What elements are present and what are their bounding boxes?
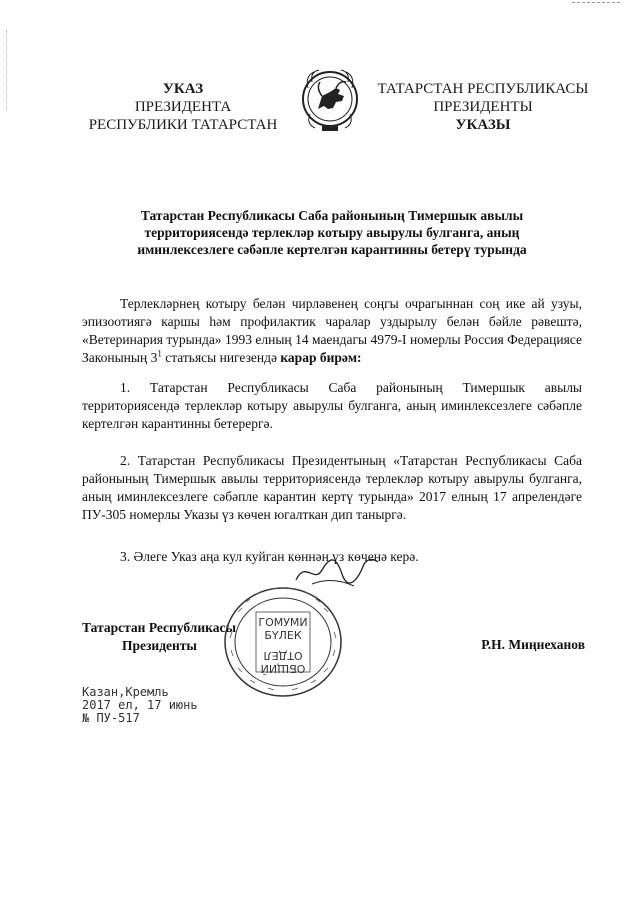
header-left-line-2: ПРЕЗИДЕНТА	[134, 99, 232, 115]
decree-footer	[82, 686, 198, 725]
header-left	[78, 80, 288, 134]
paragraph-preamble	[82, 295, 582, 367]
signatory-title-line-1: Татарстан Республикасы	[82, 620, 237, 635]
stamp-line-2: БҮЛЕК	[264, 629, 302, 642]
paragraph-item-1: 1. Татарстан Республикасы Саба районының Тимершык авылы территориясендә терлекләр котыру авырулы булганга, аның иминлексезлеге сәбәпле кертелгән карантинны бетерергә.	[82, 380, 582, 431]
stamp-line-4: ОБЩИЙ	[260, 662, 306, 675]
header-left-line-1: УКАЗ	[162, 81, 204, 97]
stamp-line-1: ГОМУМИ	[258, 616, 308, 629]
header-right-line-1: ТАТАРСТАН РЕСПУБЛИКАСЫ	[377, 81, 589, 97]
preamble-resolution: карар бирәм:	[280, 350, 362, 365]
preamble-text: Терлекләрнең котыру белән чирләвенең соңгы очрагыннан соң ике ай узуы, эпизоотиягә каршы һәм профилактик чаралар уздырылу белән бәйле рәвештә, «Ветеринария турында» 1993 елның 14 маендагы 4979-I номерлы Россия Федерациясе Законының 3	[82, 296, 582, 365]
title-line-1: Татарстан Республикасы Саба районының Тимершык авылы	[140, 208, 524, 223]
footer-place: Казан,Кремль	[82, 685, 169, 699]
header-right-line-3: УКАЗЫ	[455, 117, 511, 133]
preamble-superscript: 1	[157, 348, 162, 359]
signatory-title-line-2: Президенты	[122, 638, 197, 653]
stamp-line-3: ОТДЕЛ	[263, 649, 303, 662]
title-line-3: иминлексезлеге сәбәпле кертелгән карантинны бетерү турында	[137, 242, 527, 257]
header-left-line-3: РЕСПУБЛИКИ ТАТАРСТАН	[88, 117, 278, 133]
title-line-2: территориясендә терлекләр котыру авырулы булганга, аның	[144, 225, 520, 240]
header-right	[372, 80, 594, 134]
signatory-name: Р.Н. Миңнеханов	[481, 637, 585, 652]
scan-edge-mark	[572, 2, 620, 3]
footer-number: № ПУ-517	[82, 711, 140, 725]
header-right-line-2: ПРЕЗИДЕНТЫ	[433, 99, 533, 115]
scan-margin-marks	[6, 30, 11, 110]
decree-title	[84, 207, 580, 258]
official-seal-stamp	[218, 582, 348, 702]
paragraph-item-2: 2. Татарстан Республикасы Президентының «Татарстан Республикасы Саба районының Тимершык авылы территориясендә терлекләр котыру авырулы булганга, аның иминлексезлеге сәбәпле карантин кертү турында» 2017 елның 17 апрелендәге ПУ-305 номерлы Указы үз көчен югалткан дип таныргә.	[82, 453, 582, 522]
preamble-tail: статьясы нигезендә	[161, 350, 281, 365]
tatarstan-coat-of-arms-icon	[300, 66, 360, 136]
paragraph-item-3: 3. Әлеге Указ аңа кул куйган көннән үз көченә керә.	[120, 549, 419, 564]
footer-date: 2017 ел, 17 июнь	[82, 698, 198, 712]
